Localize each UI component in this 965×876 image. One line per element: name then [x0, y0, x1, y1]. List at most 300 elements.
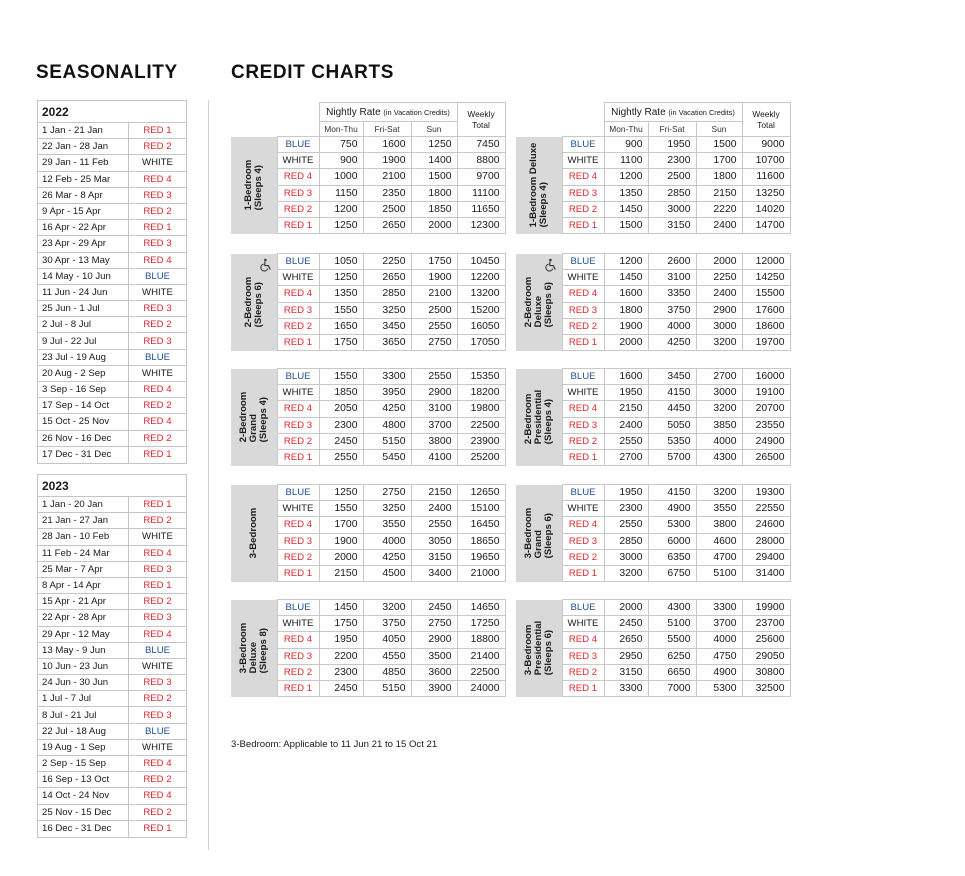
credits-fri-sat: 5700 — [648, 449, 696, 465]
season-row — [38, 546, 186, 562]
season-name: BLUE — [277, 600, 319, 616]
credits-fri-sat: 4150 — [648, 485, 696, 501]
season-name: RED 2 — [143, 400, 172, 412]
season-name: BLUE — [277, 369, 319, 385]
credits-mon-thu: 2650 — [604, 632, 648, 648]
season-name: RED 3 — [562, 533, 604, 549]
season-name: RED 3 — [277, 533, 319, 549]
credits-mon-thu: 1550 — [319, 369, 363, 385]
credits-mon-thu: 1450 — [604, 270, 648, 286]
day-header-sun: Sun — [411, 122, 457, 137]
day-header-mon-thu: Mon-Thu — [319, 122, 363, 137]
credits-fri-sat: 3750 — [363, 616, 411, 632]
season-dates: 9 Jul - 22 Jul — [38, 333, 129, 348]
credits-weekly-total: 26500 — [742, 449, 790, 465]
credits-sun: 3700 — [411, 417, 457, 433]
credits-weekly-total: 22500 — [457, 664, 505, 680]
season-name: BLUE — [277, 485, 319, 501]
chart-row — [516, 600, 790, 616]
season-row — [38, 431, 186, 447]
weekly-label: Weekly — [752, 108, 780, 119]
credits-sun: 2250 — [696, 270, 742, 286]
credits-sun: 3500 — [411, 648, 457, 664]
season-name: RED 2 — [277, 201, 319, 217]
credits-mon-thu: 2450 — [604, 616, 648, 632]
credits-mon-thu: 2550 — [604, 433, 648, 449]
credits-mon-thu: 2300 — [319, 664, 363, 680]
room-type-text: 3-Bedroom — [247, 507, 259, 559]
season-name: RED 3 — [277, 417, 319, 433]
season-table-2023 — [37, 474, 187, 838]
credits-sun: 3200 — [696, 401, 742, 417]
credits-sun: 1800 — [696, 169, 742, 185]
season-name: RED 3 — [143, 677, 172, 689]
credits-fri-sat: 3250 — [363, 302, 411, 318]
credit-chart-table — [516, 599, 791, 697]
credits-weekly-total: 17050 — [457, 334, 505, 350]
season-dates: 17 Dec - 31 Dec — [38, 447, 129, 463]
credits-mon-thu: 1900 — [604, 318, 648, 334]
season-dates: 26 Nov - 16 Dec — [38, 431, 129, 446]
credits-sun: 4900 — [696, 664, 742, 680]
season-dates: 2 Jul - 8 Jul — [38, 317, 129, 332]
credits-fri-sat: 6650 — [648, 664, 696, 680]
credit-chart-table — [231, 102, 506, 234]
credits-weekly-total: 19900 — [742, 600, 790, 616]
credits-fri-sat: 1950 — [648, 137, 696, 153]
credits-weekly-total: 29400 — [742, 549, 790, 565]
season-name: RED 2 — [562, 201, 604, 217]
credits-fri-sat: 2500 — [363, 201, 411, 217]
chart-row — [231, 254, 505, 270]
credits-sun: 2550 — [411, 517, 457, 533]
room-type-label — [231, 137, 277, 234]
room-type-label — [231, 485, 277, 582]
credits-sun: 2900 — [411, 385, 457, 401]
credits-sun: 2000 — [696, 254, 742, 270]
season-name: WHITE — [277, 385, 319, 401]
season-row — [38, 139, 186, 155]
season-dates: 1 Jan - 20 Jan — [38, 497, 129, 512]
credit-chart-table — [231, 599, 506, 697]
season-dates: 9 Apr - 15 Apr — [38, 204, 129, 219]
season-dates: 29 Apr - 12 May — [38, 627, 129, 642]
season-dates: 16 Dec - 31 Dec — [38, 821, 129, 837]
season-name: RED 4 — [562, 632, 604, 648]
season-name: WHITE — [277, 616, 319, 632]
season-name: BLUE — [277, 137, 319, 153]
credits-fri-sat: 5350 — [648, 433, 696, 449]
credit-chart-table — [516, 484, 791, 582]
credits-weekly-total: 24000 — [457, 680, 505, 696]
season-name: RED 4 — [562, 286, 604, 302]
season-dates: 8 Apr - 14 Apr — [38, 578, 129, 593]
credits-weekly-total: 18200 — [457, 385, 505, 401]
credits-sun: 2750 — [411, 334, 457, 350]
credits-weekly-total: 23900 — [457, 433, 505, 449]
credits-fri-sat: 2250 — [363, 254, 411, 270]
credits-mon-thu: 1050 — [319, 254, 363, 270]
credit-chart — [516, 484, 790, 582]
seasonality-title: SEASONALITY — [36, 62, 178, 83]
credits-sun: 2000 — [411, 217, 457, 233]
season-name: RED 4 — [277, 286, 319, 302]
total-label: Total — [472, 119, 490, 130]
season-row — [38, 398, 186, 414]
credit-chart-table — [516, 368, 791, 466]
season-dates: 1 Jan - 21 Jan — [38, 123, 129, 138]
season-name: RED 1 — [143, 823, 172, 835]
credits-sun: 1500 — [411, 169, 457, 185]
season-row — [38, 724, 186, 740]
credits-sun: 1750 — [411, 254, 457, 270]
credits-weekly-total: 8800 — [457, 153, 505, 169]
credits-fri-sat: 4450 — [648, 401, 696, 417]
credits-fri-sat: 5100 — [648, 616, 696, 632]
credits-sun: 4000 — [696, 632, 742, 648]
credit-charts-title: CREDIT CHARTS — [231, 62, 394, 83]
season-row — [38, 772, 186, 788]
season-name: RED 3 — [562, 302, 604, 318]
credits-fri-sat: 3250 — [363, 501, 411, 517]
room-type-text: 3-Bedroom Presidential (Sleeps 6) — [522, 620, 554, 676]
season-dates: 12 Feb - 25 Mar — [38, 172, 129, 187]
credits-sun: 1500 — [696, 137, 742, 153]
credits-fri-sat: 2100 — [363, 169, 411, 185]
chart-header-row — [231, 103, 505, 122]
credits-fri-sat: 5300 — [648, 517, 696, 533]
credits-weekly-total: 12650 — [457, 485, 505, 501]
credits-mon-thu: 1350 — [604, 185, 648, 201]
credits-mon-thu: 1250 — [319, 217, 363, 233]
credits-fri-sat: 4150 — [648, 385, 696, 401]
season-name: RED 3 — [143, 303, 172, 315]
credits-fri-sat: 1600 — [363, 137, 411, 153]
credits-weekly-total: 17600 — [742, 302, 790, 318]
credits-mon-thu: 1100 — [604, 153, 648, 169]
credits-mon-thu: 1200 — [604, 254, 648, 270]
credit-chart-table — [516, 102, 791, 234]
season-name: RED 2 — [143, 319, 172, 331]
season-name: RED 2 — [143, 774, 172, 786]
room-type-text: 2-Bedroom Presidential (Sleeps 4) — [522, 389, 554, 445]
season-name: BLUE — [562, 254, 604, 270]
season-name: RED 4 — [143, 758, 172, 770]
credits-mon-thu: 1750 — [319, 616, 363, 632]
season-name: BLUE — [144, 725, 171, 737]
credits-sun: 1400 — [411, 153, 457, 169]
room-type-text: 1-Bedroom (Sleeps 4) — [242, 159, 264, 211]
season-row — [38, 627, 186, 643]
credits-weekly-total: 20700 — [742, 401, 790, 417]
season-dates: 30 Apr - 13 May — [38, 253, 129, 268]
season-name: RED 2 — [143, 515, 172, 527]
credit-chart — [231, 484, 505, 582]
season-name: RED 4 — [277, 517, 319, 533]
weekly-total-header — [457, 103, 505, 137]
credits-weekly-total: 16050 — [457, 318, 505, 334]
room-type-text: 2-Bedroom (Sleeps 6) — [242, 276, 264, 328]
credits-weekly-total: 23700 — [742, 616, 790, 632]
season-row — [38, 382, 186, 398]
season-name: WHITE — [142, 286, 173, 298]
season-name: RED 2 — [143, 693, 172, 705]
room-type-text: 3-Bedroom Grand (Sleeps 6) — [522, 507, 554, 559]
season-name: RED 2 — [277, 549, 319, 565]
season-row — [38, 578, 186, 594]
credits-fri-sat: 3750 — [648, 302, 696, 318]
credits-fri-sat: 2300 — [648, 153, 696, 169]
credits-mon-thu: 750 — [319, 137, 363, 153]
credits-sun: 5100 — [696, 565, 742, 581]
season-name: RED 3 — [143, 238, 172, 250]
season-name: WHITE — [562, 385, 604, 401]
credit-chart — [516, 599, 790, 697]
credits-fri-sat: 5150 — [363, 680, 411, 696]
season-name: RED 3 — [562, 417, 604, 433]
credits-sun: 5300 — [696, 680, 742, 696]
credits-weekly-total: 28000 — [742, 533, 790, 549]
credits-weekly-total: 12200 — [457, 270, 505, 286]
credits-mon-thu: 2300 — [604, 501, 648, 517]
nightly-rate-label: Nightly Rate — [611, 106, 666, 118]
credits-weekly-total: 12000 — [742, 254, 790, 270]
credits-weekly-total: 11100 — [457, 185, 505, 201]
season-name: WHITE — [277, 270, 319, 286]
season-name: BLUE — [144, 644, 171, 656]
credits-weekly-total: 7450 — [457, 137, 505, 153]
credits-mon-thu: 2850 — [604, 533, 648, 549]
credits-mon-thu: 1750 — [319, 334, 363, 350]
nightly-rate-note: (in Vacation Credits) — [383, 107, 450, 117]
credits-weekly-total: 21400 — [457, 648, 505, 664]
credits-sun: 4000 — [696, 433, 742, 449]
season-row — [38, 821, 186, 837]
season-dates: 24 Jun - 30 Jun — [38, 675, 129, 690]
credits-mon-thu: 2000 — [604, 334, 648, 350]
season-dates: 29 Jan - 11 Feb — [38, 155, 129, 170]
season-year: 2022 — [38, 101, 186, 123]
season-name: RED 4 — [562, 517, 604, 533]
season-name: WHITE — [142, 367, 173, 379]
credits-sun: 4300 — [696, 449, 742, 465]
season-dates: 11 Feb - 24 Mar — [38, 546, 129, 561]
season-row — [38, 740, 186, 756]
credits-weekly-total: 24900 — [742, 433, 790, 449]
season-name: RED 3 — [277, 648, 319, 664]
credit-chart — [231, 599, 505, 697]
season-dates: 8 Jul - 21 Jul — [38, 707, 129, 722]
season-row — [38, 707, 186, 723]
season-name: RED 1 — [277, 680, 319, 696]
credit-chart — [516, 368, 790, 466]
season-dates: 23 Apr - 29 Apr — [38, 236, 129, 251]
credits-sun: 4100 — [411, 449, 457, 465]
credits-sun: 2500 — [411, 302, 457, 318]
season-row — [38, 513, 186, 529]
total-label: Total — [757, 119, 775, 130]
credits-fri-sat: 3300 — [363, 369, 411, 385]
credits-fri-sat: 1900 — [363, 153, 411, 169]
credits-sun: 2220 — [696, 201, 742, 217]
credits-weekly-total: 25200 — [457, 449, 505, 465]
credits-mon-thu: 3200 — [604, 565, 648, 581]
season-dates: 22 Apr - 28 Apr — [38, 610, 129, 625]
credits-mon-thu: 1450 — [604, 201, 648, 217]
season-name: RED 2 — [562, 318, 604, 334]
season-dates: 16 Apr - 22 Apr — [38, 220, 129, 235]
credits-sun: 3550 — [696, 501, 742, 517]
credits-sun: 2150 — [411, 485, 457, 501]
credits-weekly-total: 18800 — [457, 632, 505, 648]
season-dates: 25 Nov - 15 Dec — [38, 805, 129, 820]
credits-weekly-total: 23550 — [742, 417, 790, 433]
credits-sun: 3800 — [411, 433, 457, 449]
season-row — [38, 366, 186, 382]
room-type-label — [231, 369, 277, 466]
credits-sun: 1700 — [696, 153, 742, 169]
credits-mon-thu: 1500 — [604, 217, 648, 233]
credits-sun: 2900 — [411, 632, 457, 648]
season-name: RED 3 — [562, 648, 604, 664]
credits-mon-thu: 2150 — [319, 565, 363, 581]
season-name: WHITE — [562, 501, 604, 517]
season-name: RED 1 — [143, 499, 172, 511]
credits-mon-thu: 1850 — [319, 385, 363, 401]
credits-fri-sat: 5050 — [648, 417, 696, 433]
credits-mon-thu: 2200 — [319, 648, 363, 664]
credits-sun: 3050 — [411, 533, 457, 549]
credits-weekly-total: 13200 — [457, 286, 505, 302]
season-row — [38, 188, 186, 204]
credits-weekly-total: 25600 — [742, 632, 790, 648]
season-row — [38, 497, 186, 513]
credits-mon-thu: 1950 — [604, 385, 648, 401]
credits-weekly-total: 9000 — [742, 137, 790, 153]
season-row — [38, 610, 186, 626]
season-row — [38, 529, 186, 545]
chart-row — [231, 485, 505, 501]
credits-fri-sat: 5150 — [363, 433, 411, 449]
season-name: RED 4 — [143, 790, 172, 802]
credits-weekly-total: 32500 — [742, 680, 790, 696]
season-name: RED 2 — [143, 141, 172, 153]
credits-mon-thu: 2550 — [604, 517, 648, 533]
season-row — [38, 220, 186, 236]
credits-sun: 3800 — [696, 517, 742, 533]
chart-row — [516, 254, 790, 270]
credits-weekly-total: 17250 — [457, 616, 505, 632]
credits-fri-sat: 2850 — [648, 185, 696, 201]
season-name: BLUE — [562, 137, 604, 153]
day-header-fri-sat: Fri-Sat — [363, 122, 411, 137]
credits-fri-sat: 3150 — [648, 217, 696, 233]
chart-row — [516, 369, 790, 385]
nightly-rate-header — [319, 103, 457, 122]
credits-mon-thu: 1150 — [319, 185, 363, 201]
season-row — [38, 643, 186, 659]
season-dates: 16 Sep - 13 Oct — [38, 772, 129, 787]
nightly-rate-header — [604, 103, 742, 122]
credits-weekly-total: 29050 — [742, 648, 790, 664]
weekly-label: Weekly — [467, 108, 495, 119]
season-name: RED 4 — [143, 416, 172, 428]
credits-mon-thu: 1950 — [604, 485, 648, 501]
credits-fri-sat: 6000 — [648, 533, 696, 549]
season-name: RED 1 — [143, 580, 172, 592]
credits-weekly-total: 18650 — [457, 533, 505, 549]
credits-mon-thu: 2400 — [604, 417, 648, 433]
nightly-rate-label: Nightly Rate — [326, 106, 381, 118]
credits-fri-sat: 3100 — [648, 270, 696, 286]
season-name: RED 2 — [143, 806, 172, 818]
credits-weekly-total: 14700 — [742, 217, 790, 233]
credits-weekly-total: 24600 — [742, 517, 790, 533]
credits-sun: 4700 — [696, 549, 742, 565]
credits-sun: 4600 — [696, 533, 742, 549]
credits-mon-thu: 2000 — [319, 549, 363, 565]
room-type-label — [516, 600, 562, 697]
credits-sun: 3200 — [696, 485, 742, 501]
season-name: RED 1 — [143, 125, 172, 137]
credits-fri-sat: 6250 — [648, 648, 696, 664]
credits-fri-sat: 2750 — [363, 485, 411, 501]
credits-sun: 2550 — [411, 318, 457, 334]
credits-fri-sat: 3200 — [363, 600, 411, 616]
credits-weekly-total: 14250 — [742, 270, 790, 286]
credits-sun: 2550 — [411, 369, 457, 385]
credits-sun: 3600 — [411, 664, 457, 680]
credits-fri-sat: 3000 — [648, 201, 696, 217]
season-name: BLUE — [144, 351, 171, 363]
credits-mon-thu: 1000 — [319, 169, 363, 185]
credits-mon-thu: 2000 — [604, 600, 648, 616]
season-name: RED 2 — [562, 549, 604, 565]
credits-fri-sat: 6750 — [648, 565, 696, 581]
credits-weekly-total: 22500 — [457, 417, 505, 433]
wheelchair-accessible-icon — [544, 258, 558, 272]
season-name: RED 3 — [277, 185, 319, 201]
season-year: 2023 — [38, 475, 186, 497]
credits-mon-thu: 1950 — [319, 632, 363, 648]
credits-fri-sat: 3450 — [363, 318, 411, 334]
season-dates: 14 May - 10 Jun — [38, 269, 129, 284]
credits-sun: 2450 — [411, 600, 457, 616]
credits-sun: 2700 — [696, 369, 742, 385]
credits-weekly-total: 19300 — [742, 485, 790, 501]
credits-mon-thu: 1900 — [319, 533, 363, 549]
season-dates: 28 Jan - 10 Feb — [38, 529, 129, 544]
credits-sun: 2750 — [411, 616, 457, 632]
credit-chart-table — [231, 253, 506, 351]
season-name: RED 1 — [562, 449, 604, 465]
credits-weekly-total: 15500 — [742, 286, 790, 302]
day-header-fri-sat: Fri-Sat — [648, 122, 696, 137]
credit-chart — [231, 102, 505, 234]
season-name: WHITE — [142, 531, 173, 543]
room-type-text: 2-Bedroom Grand (Sleeps 4) — [237, 391, 269, 443]
season-row — [38, 285, 186, 301]
season-name: BLUE — [562, 369, 604, 385]
season-dates: 2 Sep - 15 Sep — [38, 756, 129, 771]
credit-chart — [516, 253, 790, 351]
credits-fri-sat: 2650 — [363, 217, 411, 233]
season-dates: 23 Jul - 19 Aug — [38, 350, 129, 365]
season-name: WHITE — [142, 157, 173, 169]
credits-weekly-total: 31400 — [742, 565, 790, 581]
season-row — [38, 414, 186, 430]
nightly-rate-note: (in Vacation Credits) — [668, 107, 735, 117]
